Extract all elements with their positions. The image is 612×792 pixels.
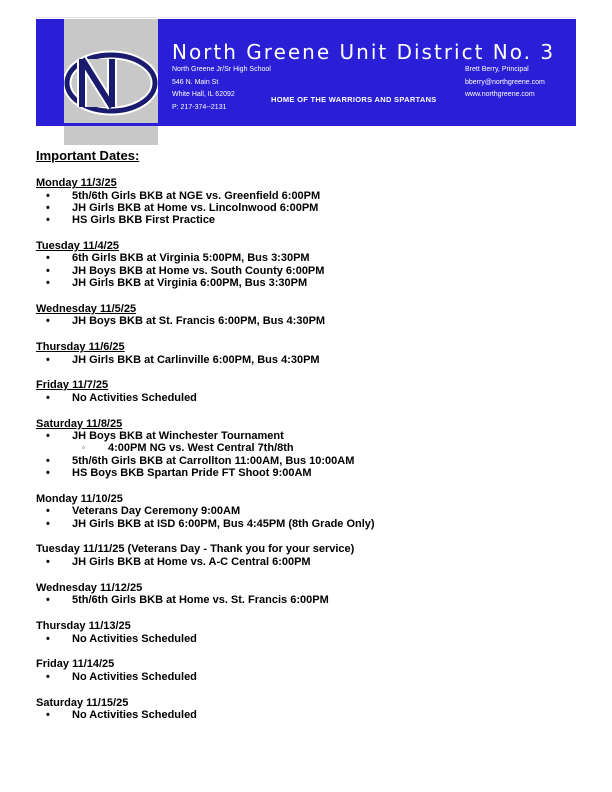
event-item — [36, 190, 576, 202]
day-heading: Monday 11/3/25 — [36, 177, 117, 189]
day-heading: Saturday 11/15/25 — [36, 696, 129, 709]
day-heading: Thursday 11/13/25 — [36, 620, 131, 633]
school-tagline: HOME OF THE WARRIORS AND SPARTANS — [271, 95, 437, 104]
event-text: JH Girls BKB at Virginia 6:00PM, Bus 3:30PM — [72, 276, 308, 289]
event-item — [36, 202, 576, 214]
sub-event-item — [36, 442, 576, 454]
schedule-day — [36, 658, 576, 683]
event-item — [36, 455, 576, 467]
bullet-icon: • — [46, 214, 50, 227]
header-bottom-rule — [36, 123, 576, 126]
principal-email[interactable]: bberry@northgreene.com — [465, 78, 545, 86]
principal-contact — [465, 64, 545, 102]
bullet-icon: • — [46, 391, 50, 404]
schedule-day — [36, 493, 576, 530]
bullet-icon: • — [46, 264, 50, 277]
event-text: 5th/6th Girls BKB at Carrollton 11:00AM, Bus 10:00AM — [72, 454, 355, 467]
schedule-day — [36, 240, 576, 289]
event-text: JH Girls BKB at Home vs. A-C Central 6:00PM — [72, 555, 311, 568]
event-list — [36, 594, 576, 606]
event-text: JH Girls BKB at Home vs. Lincolnwood 6:00PM — [72, 201, 319, 214]
page-title: Important Dates: — [36, 148, 140, 163]
schedule-day — [36, 697, 576, 722]
event-text: 5th/6th Girls BKB at NGE vs. Greenfield 6:00PM — [72, 189, 321, 202]
event-text: No Activities Scheduled — [72, 670, 197, 683]
event-text: 5th/6th Girls BKB at Home vs. St. Francis 6:00PM — [72, 594, 329, 607]
event-item — [36, 633, 576, 645]
event-list — [36, 671, 576, 683]
bullet-icon: • — [46, 430, 50, 443]
event-item — [36, 252, 576, 264]
day-heading: Wednesday 11/12/25 — [36, 581, 143, 594]
event-text: JH Girls BKB at ISD 6:00PM, Bus 4:45PM (8th Grade Only) — [72, 517, 375, 530]
school-name: North Greene Jr/Sr High School — [172, 66, 271, 73]
hollow-bullet-icon: ◦ — [82, 443, 85, 453]
bullet-icon: • — [46, 454, 50, 467]
bullet-icon: • — [46, 201, 50, 214]
event-text: 6th Girls BKB at Virginia 5:00PM, Bus 3:30PM — [72, 252, 310, 265]
event-list — [36, 633, 576, 645]
schedule-day — [36, 418, 576, 480]
event-list — [36, 556, 576, 568]
bullet-icon: • — [46, 467, 50, 480]
header-top-rule — [36, 17, 576, 18]
schedule-content — [36, 148, 576, 735]
schedule-day — [36, 379, 576, 404]
event-list — [36, 430, 576, 479]
school-website[interactable]: www.northgreene.com — [465, 91, 535, 98]
bullet-icon: • — [46, 670, 50, 683]
day-heading: Monday 11/10/25 — [36, 492, 123, 505]
event-text: HS Boys BKB Spartan Pride FT Shoot 9:00AM — [72, 467, 312, 480]
bullet-icon: • — [46, 555, 50, 568]
day-heading: Friday 11/14/25 — [36, 658, 115, 671]
school-address — [172, 64, 271, 114]
event-item — [36, 671, 576, 683]
event-item — [36, 214, 576, 226]
day-heading: Tuesday 11/4/25 — [36, 239, 119, 252]
event-list — [36, 505, 576, 530]
event-text: HS Girls BKB First Practice — [72, 214, 216, 227]
event-list — [36, 354, 576, 366]
event-list — [36, 252, 576, 289]
bullet-icon: • — [46, 353, 50, 366]
event-list — [36, 315, 576, 327]
bullet-icon: • — [46, 276, 50, 289]
event-text: No Activities Scheduled — [72, 709, 197, 722]
school-logo — [64, 19, 158, 145]
event-text: JH Girls BKB at Carlinville 6:00PM, Bus 4:30PM — [72, 353, 320, 366]
bullet-icon: • — [46, 632, 50, 645]
event-item — [36, 265, 576, 277]
day-heading: Wednesday 11/5/25 — [36, 302, 137, 315]
schedule-day — [36, 177, 576, 226]
event-item — [36, 315, 576, 327]
schedule-day — [36, 543, 576, 568]
principal-name: Brett Berry, Principal — [465, 66, 529, 73]
event-text: Veterans Day Ceremony 9:00AM — [72, 505, 241, 518]
schedule-day — [36, 303, 576, 328]
bullet-icon: • — [46, 189, 50, 202]
bullet-icon: • — [46, 594, 50, 607]
event-text: JH Boys BKB at Home vs. South County 6:00PM — [72, 264, 325, 277]
event-item — [36, 392, 576, 404]
school-city: White Hall, IL 62092 — [172, 91, 235, 98]
school-street: 546 N. Main St — [172, 78, 219, 86]
bullet-icon: • — [46, 315, 50, 328]
event-text: JH Boys BKB at St. Francis 6:00PM, Bus 4:30PM — [72, 315, 326, 328]
day-heading: Thursday 11/6/25 — [36, 341, 125, 354]
event-item — [36, 430, 576, 442]
event-item — [36, 594, 576, 606]
schedule-day — [36, 582, 576, 607]
event-item — [36, 467, 576, 479]
ng-logo-icon — [64, 19, 158, 145]
event-text: No Activities Scheduled — [72, 632, 197, 645]
event-list — [36, 392, 576, 404]
bullet-icon: • — [46, 252, 50, 265]
school-phone: P: 217-374--2131 — [172, 103, 227, 111]
schedule-day — [36, 620, 576, 645]
event-text: No Activities Scheduled — [72, 391, 197, 404]
event-list — [36, 709, 576, 721]
event-item — [36, 354, 576, 366]
event-item — [36, 556, 576, 568]
schedule-day — [36, 341, 576, 366]
day-heading: Friday 11/7/25 — [36, 379, 109, 392]
bullet-icon: • — [46, 517, 50, 530]
bullet-icon: • — [46, 709, 50, 722]
bullet-icon: • — [46, 505, 50, 518]
schedule-days — [36, 177, 576, 721]
event-item — [36, 505, 576, 517]
district-name: North Greene Unit District No. 3 — [172, 40, 556, 64]
day-heading: Saturday 11/8/25 — [36, 417, 123, 430]
event-text: 4:00PM NG vs. West Central 7th/8th — [108, 442, 294, 455]
event-item — [36, 709, 576, 721]
day-heading: Tuesday 11/11/25 (Veterans Day - Thank you for your service) — [36, 543, 355, 556]
event-text: JH Boys BKB at Winchester Tournament — [72, 430, 284, 443]
event-item — [36, 518, 576, 530]
event-list — [36, 190, 576, 227]
event-item — [36, 277, 576, 289]
